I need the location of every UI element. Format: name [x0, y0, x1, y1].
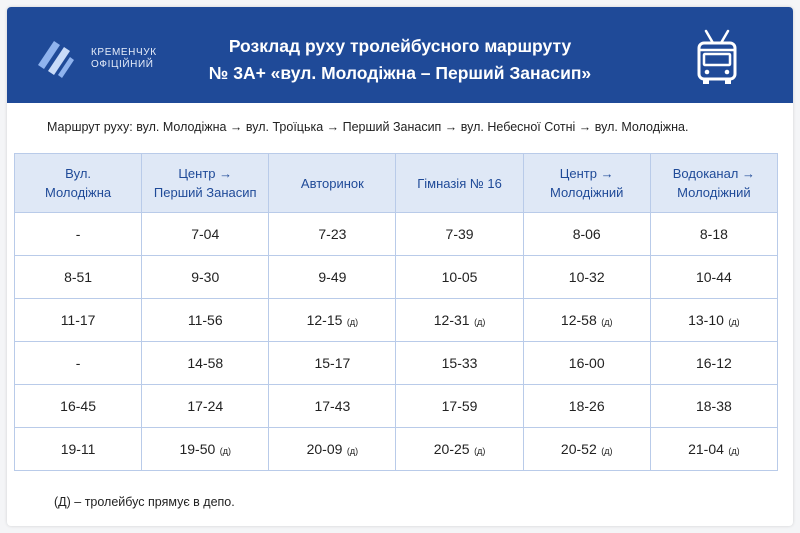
- departure-time: 7-39: [445, 226, 474, 242]
- table-cell: [142, 256, 269, 299]
- column-header: [650, 154, 777, 213]
- table-cell: [269, 256, 396, 299]
- column-header-line: Вул.: [65, 166, 92, 181]
- route-description: Маршрут руху: вул. Молодіжна → вул. Троїцька → Перший Занасип → вул. Небесної Сотні → вул. Молодіжна.: [47, 120, 689, 134]
- table-cell: [142, 342, 269, 385]
- table-cell: [523, 213, 650, 256]
- column-header-line: Центр →: [559, 166, 614, 181]
- table-cell: [523, 256, 650, 299]
- logo-text: [91, 47, 157, 71]
- departure-time: 17-24: [187, 398, 224, 414]
- page-title: [157, 33, 643, 87]
- table-cell: [650, 342, 777, 385]
- title-line1: Розклад руху тролейбусного маршруту: [228, 36, 572, 56]
- departure-time: 12-15: [306, 312, 343, 328]
- departure-time: 9-49: [318, 269, 347, 285]
- table-cell: [523, 428, 650, 471]
- column-header: [523, 154, 650, 213]
- city-logo-icon: [34, 35, 78, 79]
- departure-time: 11-56: [187, 312, 223, 328]
- departure-time: 8-51: [64, 269, 93, 285]
- schedule-table: [14, 153, 778, 471]
- column-header: [142, 154, 269, 213]
- departure-time: 9-30: [191, 269, 220, 285]
- departure-time: -: [75, 355, 81, 371]
- table-cell: [269, 342, 396, 385]
- table-row: [15, 385, 778, 428]
- departure-time: 14-58: [187, 355, 224, 371]
- departure-time: 16-12: [695, 355, 732, 371]
- table-cell: [15, 342, 142, 385]
- departure-time: 20-52: [560, 441, 597, 457]
- departure-time: 18-26: [568, 398, 605, 414]
- table-cell: [269, 299, 396, 342]
- departure-time: 10-32: [568, 269, 605, 285]
- table-cell: [142, 213, 269, 256]
- table-row: [15, 299, 778, 342]
- column-header-line: Авторинок: [300, 175, 364, 191]
- table-cell: [650, 385, 777, 428]
- table-row: [15, 428, 778, 471]
- column-header-line: Молодіжна: [44, 185, 112, 200]
- table-cell: [396, 342, 523, 385]
- column-header: [15, 154, 142, 213]
- table-cell: [15, 428, 142, 471]
- departure-time: 17-59: [441, 398, 478, 414]
- depot-mark: (д): [598, 446, 613, 456]
- table-row: [15, 256, 778, 299]
- column-header: [396, 154, 523, 213]
- column-header-line: Перший Занасип: [153, 185, 257, 200]
- depot-mark: (д): [217, 446, 232, 456]
- logo-line2: ОФІЦІЙНИЙ: [91, 59, 154, 70]
- departure-time: 10-05: [441, 269, 478, 285]
- depot-mark: (д): [344, 446, 359, 456]
- depot-mark: (д): [598, 317, 613, 327]
- table-row: [15, 342, 778, 385]
- table-cell: [15, 299, 142, 342]
- departure-time: 15-17: [314, 355, 351, 371]
- table-header-row: [15, 154, 778, 213]
- table-cell: [269, 428, 396, 471]
- departure-time: 16-45: [60, 398, 96, 414]
- table-cell: [523, 385, 650, 428]
- table-cell: [650, 213, 777, 256]
- departure-time: 12-58: [560, 312, 597, 328]
- departure-time: 10-44: [695, 269, 732, 285]
- footnote: (Д) – тролейбус прямує в депо.: [54, 495, 235, 509]
- table-cell: [142, 385, 269, 428]
- table-cell: [523, 299, 650, 342]
- logo-line1: КРЕМЕНЧУК: [91, 47, 157, 58]
- departure-time: 12-31: [433, 312, 470, 328]
- column-header-line: Молодіжний: [677, 185, 751, 200]
- table-cell: [142, 428, 269, 471]
- depot-mark: (д): [725, 446, 740, 456]
- departure-time: -: [75, 226, 81, 242]
- table-body: [15, 213, 778, 471]
- column-header-line: Центр →: [178, 166, 233, 181]
- table-cell: [15, 213, 142, 256]
- departure-time: 8-06: [572, 226, 601, 242]
- departure-time: 7-23: [318, 226, 347, 242]
- table-cell: [396, 385, 523, 428]
- header: [7, 7, 793, 103]
- table-cell: [396, 299, 523, 342]
- depot-mark: (д): [725, 317, 740, 327]
- departure-time: 13-10: [688, 312, 724, 328]
- table-cell: [396, 428, 523, 471]
- departure-time: 15-33: [441, 355, 478, 371]
- departure-time: 8-18: [699, 226, 728, 242]
- table-cell: [650, 256, 777, 299]
- departure-time: 11-17: [60, 312, 96, 328]
- departure-time: 17-43: [314, 398, 351, 414]
- title-line2: № 3А+ «вул. Молодіжна – Перший Занасип»: [208, 63, 592, 83]
- table-cell: [15, 385, 142, 428]
- departure-time: 18-38: [695, 398, 732, 414]
- table-cell: [269, 213, 396, 256]
- departure-time: 21-04: [688, 441, 724, 457]
- depot-mark: (д): [344, 317, 359, 327]
- table-cell: [15, 256, 142, 299]
- table-cell: [142, 299, 269, 342]
- column-header-line: Молодіжний: [549, 185, 624, 200]
- table-cell: [269, 385, 396, 428]
- table-cell: [650, 428, 777, 471]
- departure-time: 19-50: [179, 441, 216, 457]
- column-header-line: Гімназія № 16: [417, 175, 502, 191]
- table-cell: [523, 342, 650, 385]
- trolleybus-icon: [696, 29, 738, 85]
- departure-time: 20-25: [433, 441, 470, 457]
- table-cell: [650, 299, 777, 342]
- table-cell: [396, 213, 523, 256]
- depot-mark: (д): [471, 446, 486, 456]
- departure-time: 20-09: [306, 441, 343, 457]
- column-header: [269, 154, 396, 213]
- departure-time: 7-04: [191, 226, 220, 242]
- table-row: [15, 213, 778, 256]
- column-header-line: Водоканал →: [672, 166, 756, 181]
- departure-time: 16-00: [568, 355, 605, 371]
- table-cell: [396, 256, 523, 299]
- depot-mark: (д): [471, 317, 486, 327]
- schedule-card: [7, 7, 793, 526]
- departure-time: 19-11: [60, 441, 96, 457]
